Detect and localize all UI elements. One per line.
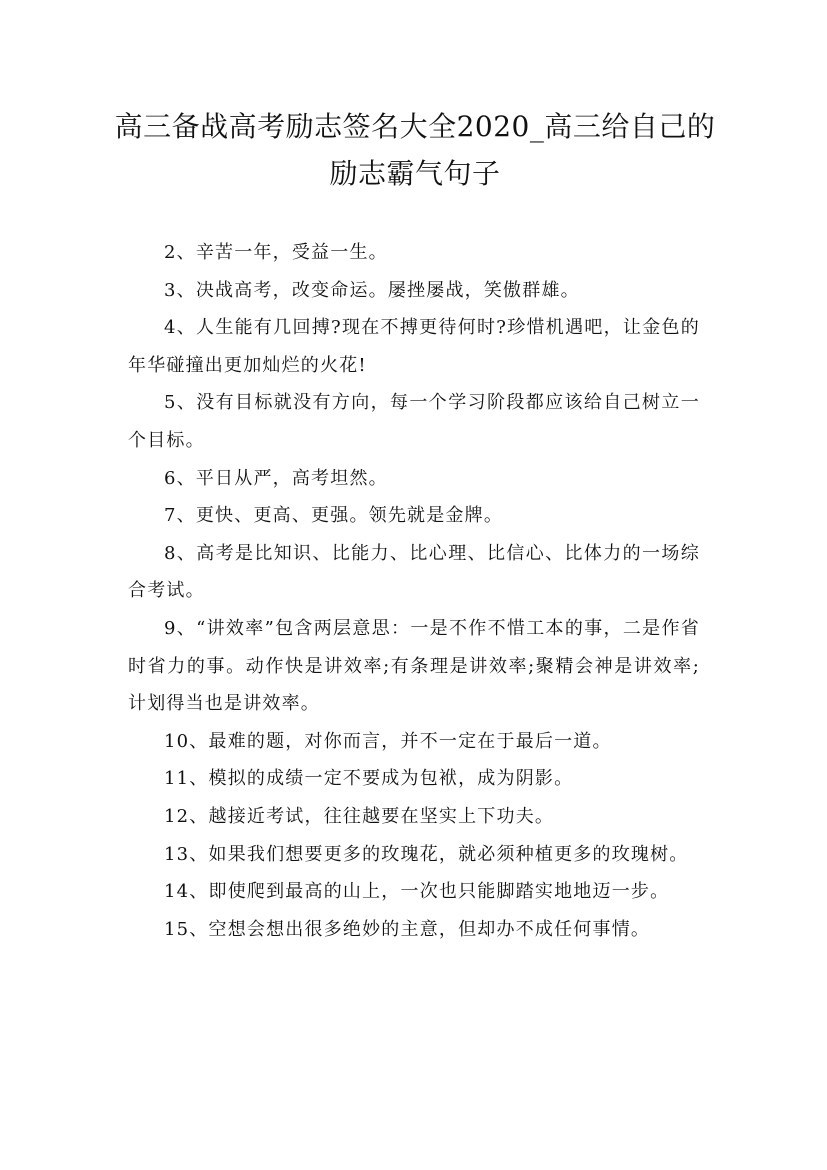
- paragraph-11: 12、越接近考试，往往越要在坚实上下功夫。: [164, 805, 555, 827]
- paragraph-1: 2、辛苦一年，受益一生。: [164, 242, 388, 263]
- paragraph-6: 7、更快、更高、更强。领先就是金牌。: [164, 505, 504, 527]
- paragraph-13: 14、即使爬到最高的山上，一次也只能脚踏实地地迈一步。: [164, 881, 670, 903]
- paragraph-5: 6、平日从严，高考坦然。: [164, 467, 388, 489]
- paragraph-2: 3、决战高考，改变命运。屡挫屡战，笑傲群雄。: [164, 279, 580, 301]
- paragraph-8: 9、“讲效率”包含两层意思：一是不作不惜工本的事，二是作省时省力的事。动作快是讲效率;有条理是讲效率;聚精会神是讲效率;计划得当也是讲效率。: [128, 617, 700, 715]
- document-body: [128, 234, 700, 948]
- paragraph-14: 15、空想会想出很多绝妙的主意，但却办不成任何事情。: [164, 918, 651, 940]
- paragraph-4: 5、没有目标就没有方向，每一个学习阶段都应该给自己树立一个目标。: [128, 392, 700, 451]
- paragraph-3: 4、人生能有几回搏?现在不搏更待何时?珍惜机遇吧，让金色的年华碰撞出更加灿烂的火花!: [128, 317, 700, 376]
- paragraph-9: 10、最难的题，对你而言，并不一定在于最后一道。: [164, 730, 612, 752]
- paragraph-10: 11、模拟的成绩一定不要成为包袱，成为阴影。: [164, 768, 574, 790]
- paragraph-12: 13、如果我们想要更多的玫瑰花，就必须种植更多的玫瑰树。: [164, 843, 689, 865]
- paragraph-7: 8、高考是比知识、比能力、比心理、比信心、比体力的一场综合考试。: [128, 542, 700, 602]
- document-title: 高三备战高考励志签名大全2020_高三给自己的励志霸气句子: [114, 110, 716, 190]
